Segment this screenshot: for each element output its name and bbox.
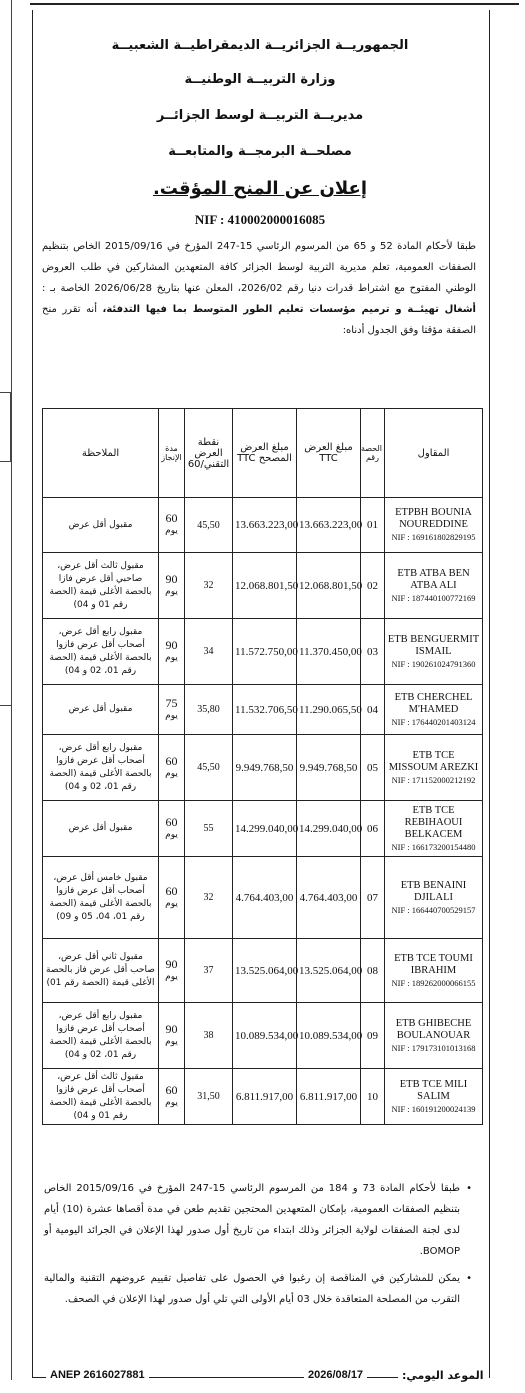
delay-cell	[159, 553, 185, 619]
note-cell: مقبول رابع أقل عرض، أصحاب أقل عرض فازوا بالحصة الأغلى قيمة (الحصة رقم 01، 02 و 04)	[43, 735, 159, 801]
table-row	[43, 498, 483, 553]
table-row	[43, 801, 483, 857]
contractor-cell	[385, 553, 483, 619]
amount-ttc: 6.811.917,00	[297, 1069, 361, 1125]
delay-cell	[159, 619, 185, 685]
delay-cell	[159, 1069, 185, 1125]
lot-number: 04	[361, 685, 385, 735]
delay-number: 90	[165, 571, 178, 586]
contractor-cell	[385, 1069, 483, 1125]
award-table	[42, 408, 483, 1125]
amount-ttc: 4.764.403,00	[297, 857, 361, 939]
lot-number: 07	[361, 857, 385, 939]
delay-number: 90	[165, 956, 178, 971]
tech-score: 55	[185, 801, 233, 857]
delay-number: 60	[165, 814, 178, 829]
contractor-nif: NIF : 171152000212192	[391, 774, 476, 785]
table-row	[43, 857, 483, 939]
contractor-nif: NIF : 160191200024139	[391, 1103, 476, 1114]
note-cell: مقبول أقل عرض	[43, 498, 159, 553]
tech-score: 38	[185, 1003, 233, 1069]
contractor-cell	[385, 498, 483, 553]
table-row	[43, 939, 483, 1003]
amount-corrected: 12.068.801,50	[233, 553, 297, 619]
header-index: الحصة رقم	[361, 409, 385, 498]
contractor-nif: NIF : 176440201403124	[391, 716, 476, 727]
amount-ttc: 14.299.040,00	[297, 801, 361, 857]
lot-number: 02	[361, 553, 385, 619]
amount-ttc: 10.089.534,00	[297, 1003, 361, 1069]
note-cell: مقبول أقل عرض	[43, 685, 159, 735]
amount-ttc: 13.525.064,00	[297, 939, 361, 1003]
delay-number: 75	[165, 695, 178, 710]
delay-cell	[159, 735, 185, 801]
amount-corrected: 10.089.534,00	[233, 1003, 297, 1069]
ministry-name: وزارة التربيــة الوطنيــة	[184, 72, 336, 87]
contractor-name: ETPBH BOUNIA NOUREDDINE	[395, 507, 472, 530]
note-cell: مقبول رابع أقل عرض، أصحاب أقل عرض فازوا بالحصة الأغلى قيمة (الحصة رقم 01، 02 و 04)	[43, 619, 159, 685]
delay-cell	[159, 857, 185, 939]
intro-paragraph	[42, 236, 476, 341]
delay-number: 60	[165, 1082, 178, 1097]
table-row	[43, 735, 483, 801]
amount-corrected: 9.949.768,50	[233, 735, 297, 801]
amount-corrected: 6.811.917,00	[233, 1069, 297, 1125]
contractor-cell	[385, 1003, 483, 1069]
intro-text-1: طبقا لأحكام المادة 52 و 65 من المرسوم الرئاسي 15-247 المؤرخ في 2015/09/16 الخاص بتنظيم الصفقات العمومية، تعلم مديرية التربية لوسط الجزائر كافة المتعهدين المشاركين في طلب العروض الوطني المفتوح مع اشتراط قدرات دنيا رقم 2026/02، المعلن عنها بتاريخ 2026/06/28 الخاصة بـ :	[42, 241, 476, 294]
contractor-nif: NIF : 179173101013168	[391, 1042, 476, 1053]
amount-ttc: 11.370.450,00	[297, 619, 361, 685]
contractor-cell	[385, 939, 483, 1003]
amount-corrected: 14.299.040,00	[233, 801, 297, 857]
tech-score: 31,50	[185, 1069, 233, 1125]
note-cell: مقبول خامس أقل عرض، أصحاب أقل عرض فازوا بالحصة الأغلى قيمة (الحصة رقم 01، 04، 05 و 09)	[43, 857, 159, 939]
delay-cell	[159, 1003, 185, 1069]
amount-corrected: 13.663.223,00	[233, 498, 297, 553]
header-note: الملاحظة	[43, 409, 159, 498]
directorate-name: مديريــة التربيــة لوسط الجزائــر	[156, 108, 364, 123]
header-tech-score: نقطة العرض التقني/60	[185, 409, 233, 498]
note-cell: مقبول أقل عرض	[43, 801, 159, 857]
contractor-cell	[385, 619, 483, 685]
contractor-nif: NIF : 190261024791360	[391, 658, 476, 669]
lot-number: 08	[361, 939, 385, 1003]
delay-number: 60	[165, 511, 178, 525]
publication-date: 2026/08/17	[304, 1369, 367, 1381]
note-cell: مقبول ثاني أقل عرض، صاحب أقل عرض فاز بالحصة الأغلى قيمة (الحصة رقم 01)	[43, 939, 159, 1003]
delay-cell	[159, 801, 185, 857]
lot-number: 09	[361, 1003, 385, 1069]
delay-unit: يوم	[165, 1036, 178, 1047]
contractor-nif: NIF : 189262000066155	[391, 977, 476, 988]
announcement-title: إعلان عن المنح المؤقت.	[152, 178, 368, 199]
delay-unit: يوم	[165, 768, 178, 779]
contractor-cell	[385, 801, 483, 857]
republic-name: الجمهوريــة الجزائريــة الديمقراطيــة الشعبيــة	[111, 38, 409, 53]
tech-score: 35,80	[185, 685, 233, 735]
contractor-nif: NIF : 169161802829195	[391, 532, 476, 542]
lot-number: 05	[361, 735, 385, 801]
delay-unit: يوم	[165, 898, 178, 909]
contractor-name: ETB TCE MILI SALIM	[399, 1078, 468, 1102]
amount-ttc: 13.663.223,00	[297, 498, 361, 553]
tech-score: 45,50	[185, 735, 233, 801]
top-rule	[30, 3, 519, 5]
lot-number: 01	[361, 498, 385, 553]
note-item: • طبقا لأحكام المادة 73 و 184 من المرسوم الرئاسي 15-247 المؤرخ في 2015/09/16 الخاص بتنظيم الصفقات العمومية، بإمكان المتعهدين المحتجين تقديم طعن في مدة أقصاها عشرة (10) أيام لدى لجنة الصفقات لولاية الجزائر وذلك ابتداء من تاريخ أول صدور لهذا الإعلان في الجرائد اليومية أو BOMOP.	[44, 1183, 472, 1257]
amount-ttc: 12.068.801,50	[297, 553, 361, 619]
intro-text-2: أنه تقرر منح الصفقة مؤقتا وفق الجدول أدناه:	[42, 304, 476, 336]
delay-unit: يوم	[165, 971, 178, 982]
lot-number: 06	[361, 801, 385, 857]
nif-number: NIF : 410002000016085	[194, 212, 326, 227]
contractor-nif: NIF : 187440100772169	[391, 592, 476, 603]
delay-cell	[159, 498, 185, 553]
contractor-name: ETB ATBA BEN ATBA ALI	[397, 567, 470, 591]
delay-number: 60	[165, 753, 178, 768]
table-row	[43, 1069, 483, 1125]
adjacent-column-fragment	[0, 0, 12, 1393]
delay-number: 60	[165, 883, 178, 898]
intro-project-name: أشغال تهيئــة و ترميم مؤسسات تعليم الطور المتوسط بما فيها التدفئة،	[102, 304, 476, 315]
tech-score: 32	[185, 553, 233, 619]
amount-ttc: 11.290.065,50	[297, 685, 361, 735]
tech-score: 37	[185, 939, 233, 1003]
delay-cell	[159, 939, 185, 1003]
delay-unit: يوم	[165, 710, 178, 721]
amount-corrected: 11.532.706,50	[233, 685, 297, 735]
table-row	[43, 553, 483, 619]
amount-ttc: 9.949.768,50	[297, 735, 361, 801]
legal-notes	[44, 1178, 472, 1316]
header-delay: مدة الإنجاز	[159, 409, 185, 498]
lot-number: 03	[361, 619, 385, 685]
service-name: مصلحــة البرمجــة والمتابعــة	[168, 144, 352, 159]
contractor-cell	[385, 685, 483, 735]
contractor-name: ETB TCE MISSOUM AREZKI	[388, 749, 479, 773]
delay-cell	[159, 685, 185, 735]
delay-unit: يوم	[165, 526, 178, 536]
note-cell: مقبول ثالث أقل عرض، أصحاب أقل عرض فازوا بالحصة الأغلى قيمة (الحصة رقم 01 و 04)	[43, 1069, 159, 1125]
table-row	[43, 1003, 483, 1069]
contractor-nif: NIF : 166173200154480	[391, 841, 476, 852]
delay-number: 90	[165, 637, 178, 652]
contractor-cell	[385, 735, 483, 801]
delay-unit: يوم	[165, 1097, 178, 1108]
anep-reference: ANEP 2616027881	[46, 1369, 149, 1381]
amount-corrected: 13.525.064,00	[233, 939, 297, 1003]
contractor-name: ETB TCE TOUMI IBRAHIM	[394, 952, 473, 976]
page-footer	[32, 1369, 488, 1385]
contractor-name: ETB BENAINI DJILALI	[400, 879, 467, 903]
table-row	[43, 685, 483, 735]
contractor-nif: NIF : 166440700529157	[391, 904, 476, 915]
header-amount-corrected: مبلغ العرض المصحح TTC	[233, 409, 297, 498]
table-row	[43, 619, 483, 685]
note-item: • يمكن للمشاركين في المناقصة إن رغبوا في الحصول على تفاصيل تقييم عروضهم التقنية والمالية التقرب من المصلحة المتعاقدة خلال 03 أيام الأولى التي تلي أول صدور لهذا الإعلان في الصحف.	[44, 1273, 472, 1305]
delay-unit: يوم	[165, 586, 178, 597]
note-cell: مقبول ثالث أقل عرض، صاحبي أقل عرض فازا بالحصة الأغلى قيمة (الحصة رقم 01 و 04)	[43, 553, 159, 619]
contractor-name: ETB CHERCHEL M'HAMED	[394, 691, 473, 715]
contractor-cell	[385, 857, 483, 939]
lot-number: 10	[361, 1069, 385, 1125]
delay-unit: يوم	[165, 829, 178, 840]
tech-score: 45,50	[185, 498, 233, 553]
tech-score: 34	[185, 619, 233, 685]
amount-corrected: 11.572.750,00	[233, 619, 297, 685]
table-header-row	[43, 409, 483, 498]
note-cell: مقبول رابع أقل عرض، أصحاب أقل عرض فازوا بالحصة الأغلى قيمة (الحصة رقم 01، 02 و 04)	[43, 1003, 159, 1069]
delay-number: 90	[165, 1021, 178, 1036]
contractor-name: ETB BENGUERMIT ISMAIL	[387, 633, 480, 657]
header-contractor: المقاول	[385, 409, 483, 498]
contractor-name: ETB GHIBECHE BOULANOUAR	[395, 1017, 472, 1041]
tech-score: 32	[185, 857, 233, 939]
header-amount-ttc: مبلغ العرض TTC	[297, 409, 361, 498]
delay-unit: يوم	[165, 652, 178, 663]
amount-corrected: 4.764.403,00	[233, 857, 297, 939]
contractor-name: ETB TCE REBIHAOUI BELKACEM	[404, 804, 463, 840]
newspaper-name: الموعد اليومي:	[398, 1369, 488, 1382]
